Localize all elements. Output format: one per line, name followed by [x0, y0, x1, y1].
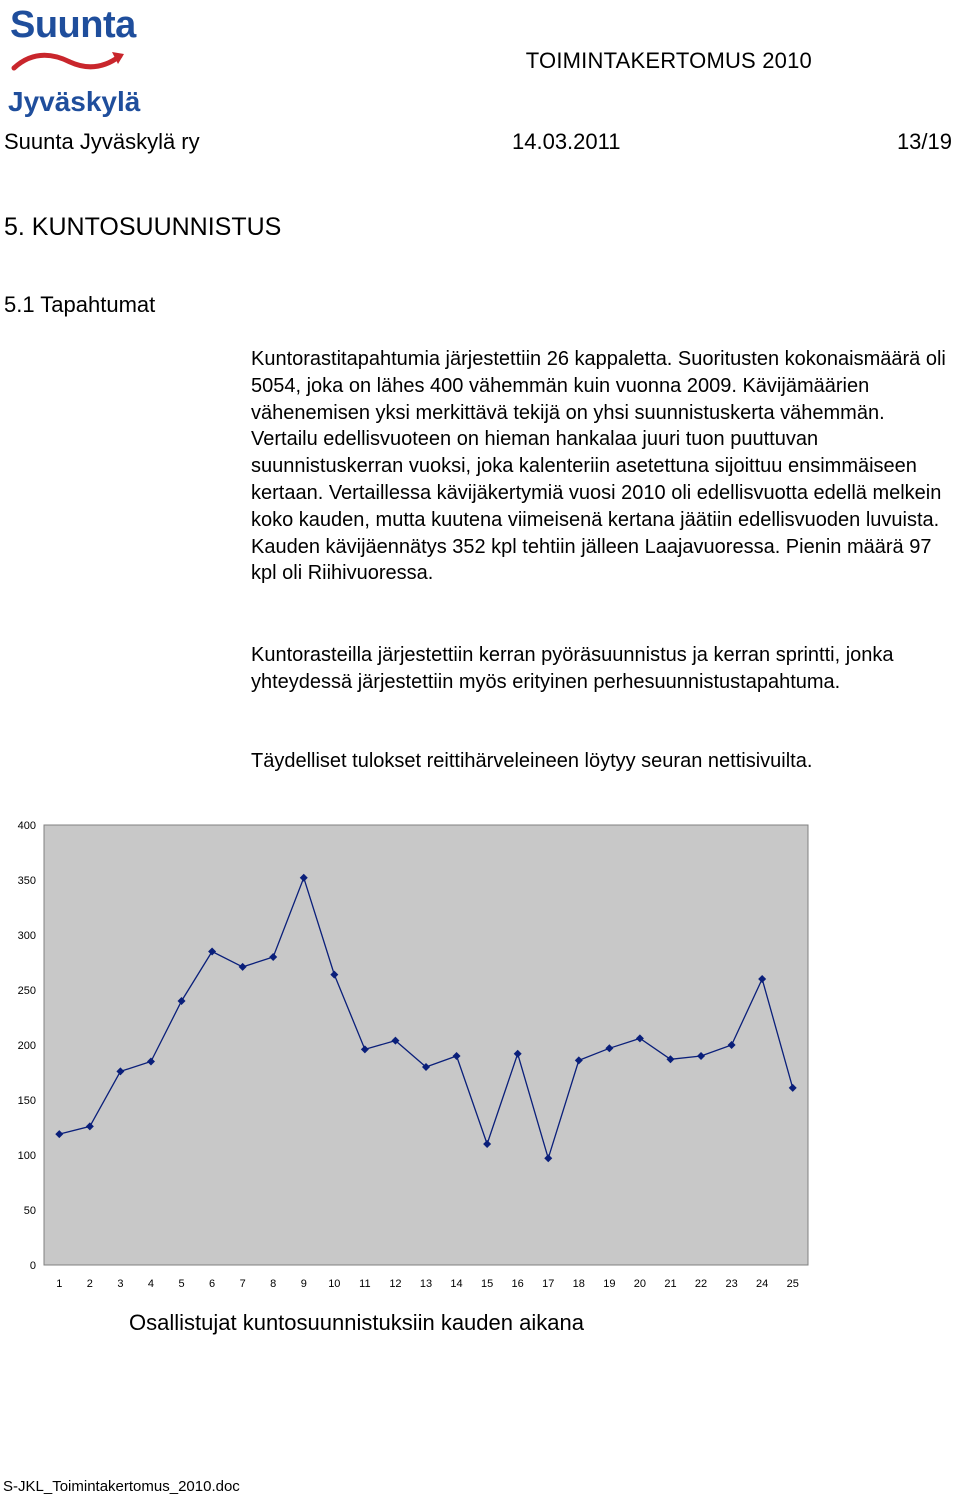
x-tick-label: 21: [664, 1278, 677, 1290]
document-title: TOIMINTAKERTOMUS 2010: [525, 48, 812, 73]
paragraph-special-events: Kuntorasteilla järjestettiin kerran pyöräsuunnistus ja kerran sprintti, jonka yhteydessä järjestettiin myös erityinen perhesuunnistustapahtuma.: [251, 644, 894, 693]
y-tick-label: 250: [17, 985, 36, 997]
x-tick-label: 6: [209, 1278, 216, 1290]
paragraph-results: Täydelliset tulokset reittihärveleineen löytyy seuran nettisivuilta.: [251, 750, 813, 772]
x-tick-label: 13: [419, 1278, 433, 1290]
x-tick-label: 15: [480, 1278, 494, 1290]
document-date: 14.03.2011: [512, 129, 621, 154]
x-tick-label: 22: [694, 1278, 708, 1290]
x-tick-label: 25: [786, 1278, 799, 1290]
y-tick-label: 150: [17, 1095, 36, 1107]
x-tick-label: 12: [389, 1278, 402, 1290]
x-tick-label: 5: [178, 1278, 185, 1290]
y-tick-label: 200: [17, 1040, 36, 1052]
chart-title: Osallistujat kuntosuunnistuksiin kauden aikana: [129, 1310, 584, 1335]
y-tick-label: 400: [17, 820, 36, 832]
y-tick-label: 350: [17, 875, 36, 887]
x-tick-label: 17: [542, 1278, 555, 1290]
x-tick-label: 8: [270, 1278, 277, 1290]
x-tick-label: 2: [86, 1278, 93, 1290]
x-tick-label: 3: [117, 1278, 124, 1290]
x-tick-label: 23: [725, 1278, 738, 1290]
y-tick-label: 300: [17, 930, 36, 942]
x-tick-label: 18: [572, 1278, 585, 1290]
footer-filename: S-JKL_Toimintakertomus_2010.doc: [3, 1478, 240, 1495]
x-tick-label: 19: [603, 1278, 616, 1290]
x-tick-label: 20: [633, 1278, 647, 1290]
x-tick-label: 1: [56, 1278, 63, 1290]
participants-line-chart: [0, 810, 960, 1310]
logo-arrow-icon: [8, 48, 128, 88]
logo-text-top: Suunta: [10, 4, 136, 46]
page-number: 13/19: [896, 129, 952, 154]
header-line: [4, 129, 952, 155]
section-title: 5. KUNTOSUUNNISTUS: [4, 213, 282, 241]
y-tick-label: 50: [23, 1205, 36, 1217]
x-tick-label: 4: [147, 1278, 155, 1290]
x-tick-label: 7: [239, 1278, 246, 1290]
subsection-title: 5.1 Tapahtumat: [4, 292, 156, 317]
organization-name: Suunta Jyväskylä ry: [4, 129, 200, 154]
x-tick-label: 9: [300, 1278, 307, 1290]
x-tick-label: 10: [328, 1278, 341, 1290]
y-tick-label: 100: [17, 1150, 36, 1162]
y-tick-label: 0: [29, 1260, 36, 1272]
x-tick-label: 14: [450, 1278, 463, 1290]
x-tick-label: 16: [511, 1278, 524, 1290]
club-logo: [8, 4, 141, 124]
logo-text-bottom: Jyväskylä: [8, 86, 141, 117]
x-tick-label: 11: [359, 1278, 371, 1290]
x-tick-label: 24: [756, 1278, 769, 1290]
paragraph-events: Kuntorastitapahtumia järjestettiin 26 kappaletta. Suoritusten kokonaismäärä oli 5054, joka on lähes 400 vähemmän kuin vuonna 2009. Kävijämäärien vähenemisen yksi merkittävä tekijä on yhsi suunnistuskerta vähemmän. Vertailu edellisvuoteen on hieman hankalaa juuri tuon puuttuvan suunnistuskerran vuoksi, joka kalenteriin asetettuna sijoittuu ensimmäiseen kertaan. Vertaillessa kävijäkertymiä vuosi 2010 oli edellisvuotta edellä melkein koko kauden, mutta kuutena viimeisenä kertana jäätiin edellisvuoden luvuista. Kauden kävijäennätys 352 kpl tehtiin jälleen Laajavuoressa. Pienin määrä 97 kpl oli Riihivuoressa.: [251, 348, 946, 585]
